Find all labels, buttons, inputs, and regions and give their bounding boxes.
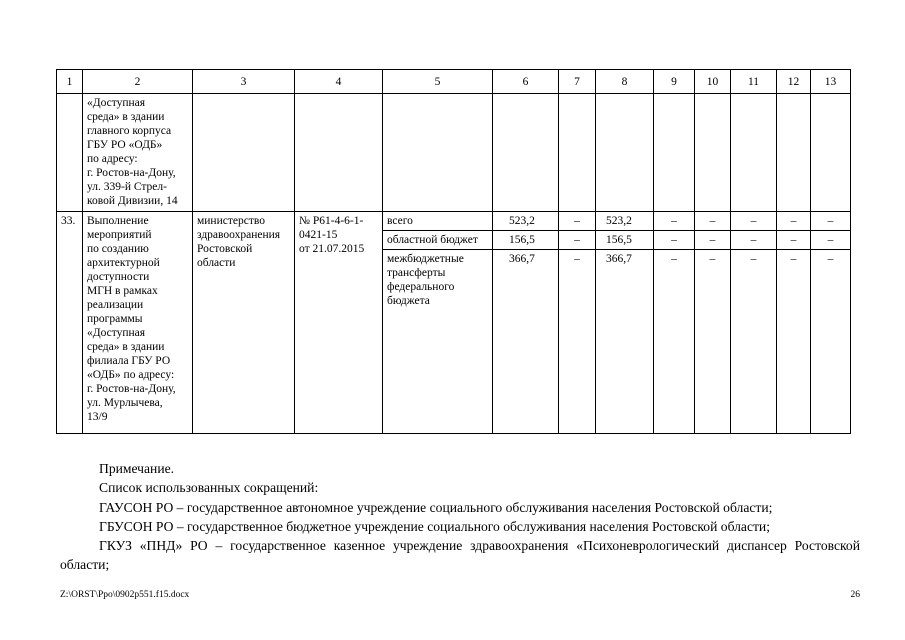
- abbrev-item: ГКУЗ «ПНД» РО – государственное казенное учреждение здравоохранения «Психоневрологический диспансер Ростовской области;: [60, 538, 860, 573]
- cell-line: 0421-15: [299, 229, 338, 241]
- value-cell: –: [777, 250, 811, 434]
- cell-line: г. Ростов-на-Дону,: [87, 383, 176, 395]
- cell-line: «Доступная: [87, 97, 146, 109]
- value-cell: 366,7: [596, 250, 654, 434]
- value-cell: 156,5: [596, 231, 654, 250]
- value-cell: –: [654, 250, 695, 434]
- col-header: 9: [654, 70, 695, 94]
- col-header: 8: [596, 70, 654, 94]
- row-number: 33.: [57, 212, 83, 434]
- value-cell: –: [559, 250, 596, 434]
- cell-line: трансферты: [387, 267, 446, 279]
- abbrev-item: ГАУСОН РО – государственное автономное учреждение социального обслуживания населения Ростовской области;: [99, 499, 773, 515]
- cell-line: «Доступная: [87, 327, 146, 339]
- cell-line: № Р61-4-6-1-: [299, 215, 364, 227]
- cell-line: 13/9: [87, 411, 108, 423]
- cell-line: МГН в рамках: [87, 285, 158, 297]
- cell-line: мероприятий: [87, 229, 152, 241]
- cell-line: Выполнение: [87, 215, 149, 227]
- cell-line: главного корпуса: [87, 125, 172, 137]
- value-cell: –: [777, 231, 811, 250]
- value-cell: –: [811, 212, 851, 231]
- value-cell: –: [811, 231, 851, 250]
- lines-cell: [383, 250, 493, 434]
- value-cell: –: [654, 231, 695, 250]
- value-cell: –: [654, 212, 695, 231]
- value-cell: 523,2: [596, 212, 654, 231]
- cell-line: ул. Мурлычева,: [87, 397, 163, 409]
- value-cell: –: [695, 231, 731, 250]
- col-header: 11: [731, 70, 777, 94]
- cell-line: от 21.07.2015: [299, 243, 365, 255]
- cell-line: здравоохранения: [197, 229, 281, 241]
- value-cell: –: [811, 250, 851, 434]
- table-row: [57, 212, 851, 231]
- col-header: 12: [777, 70, 811, 94]
- data-table: [56, 69, 851, 434]
- cell-line: Ростовской: [197, 243, 253, 255]
- value-cell: –: [695, 250, 731, 434]
- lines-cell: [295, 212, 383, 434]
- cell-line: области: [197, 257, 236, 269]
- table-row: [57, 94, 851, 212]
- col-header: 3: [193, 70, 295, 94]
- cell-line: ГБУ РО «ОДБ»: [87, 139, 163, 151]
- cell-line: по созданию: [87, 243, 149, 255]
- value-cell: –: [559, 212, 596, 231]
- cell-line: ковой Дивизии, 14: [87, 195, 178, 207]
- value-cell: –: [695, 212, 731, 231]
- cell-line: по адресу:: [87, 153, 138, 165]
- cell-line: всего: [387, 215, 413, 227]
- cell-line: реализации: [87, 299, 144, 311]
- lines-cell: [83, 212, 193, 434]
- value-cell: –: [731, 231, 777, 250]
- cell-line: доступности: [87, 271, 150, 283]
- note-title: Примечание.: [99, 461, 175, 476]
- value-cell: –: [559, 231, 596, 250]
- value-cell: 366,7: [493, 250, 559, 434]
- col-header: 6: [493, 70, 559, 94]
- lines-cell: [383, 231, 493, 250]
- value-cell: 523,2: [493, 212, 559, 231]
- footer-file-path: Z:\ORST\Ppo\0902p551.f15.docx: [60, 590, 190, 600]
- cell-line: федерального: [387, 281, 455, 293]
- value-cell: –: [777, 212, 811, 231]
- lines-cell: [383, 212, 493, 231]
- cell-line: министерство: [197, 215, 265, 227]
- notes-section: [60, 459, 860, 575]
- abbrev-list-title: Список использованных сокращений:: [99, 480, 319, 496]
- cell-line: ул. 339-й Стрел-: [87, 181, 167, 193]
- col-header: 13: [811, 70, 851, 94]
- cell-line: г. Ростов-на-Дону,: [87, 167, 176, 179]
- abbrev-item: ГБУСОН РО – государственное бюджетное учреждение социального обслуживания населения Ростовской области;: [99, 518, 770, 534]
- col-header: 10: [695, 70, 731, 94]
- cell-line: бюджета: [387, 295, 430, 307]
- lines-cell: [83, 94, 193, 212]
- cell-line: архитектурной: [87, 257, 160, 269]
- col-header: 2: [83, 70, 193, 94]
- cell-line: среда» в здании: [87, 111, 165, 123]
- cell-line: «ОДБ» по адресу:: [87, 369, 175, 381]
- col-header: 1: [57, 70, 83, 94]
- value-cell: 156,5: [493, 231, 559, 250]
- cell-line: межбюджетные: [387, 253, 464, 265]
- header-row: [57, 70, 851, 94]
- cell-line: программы: [87, 313, 143, 325]
- cell-line: среда» в здании: [87, 341, 165, 353]
- lines-cell: [193, 212, 295, 434]
- cell-line: областной бюджет: [387, 234, 478, 246]
- value-cell: –: [731, 250, 777, 434]
- col-header: 4: [295, 70, 383, 94]
- value-cell: –: [731, 212, 777, 231]
- col-header: 5: [383, 70, 493, 94]
- col-header: 7: [559, 70, 596, 94]
- page-number: 26: [850, 590, 860, 600]
- cell-line: филиала ГБУ РО: [87, 355, 171, 367]
